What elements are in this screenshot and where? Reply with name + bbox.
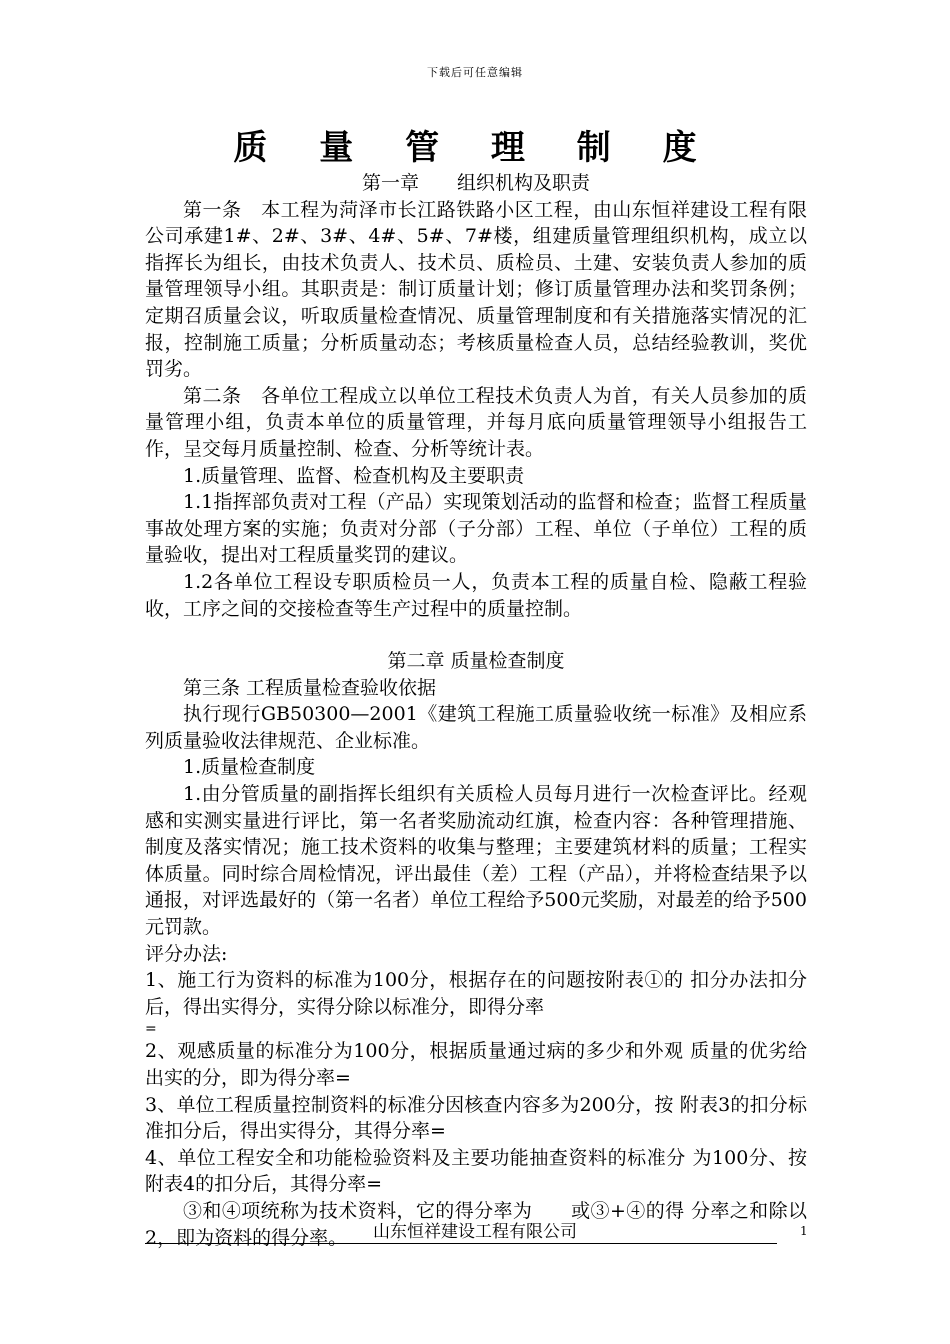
- article-2: 第二条 各单位工程成立以单位工程技术负责人为首，有关人员参加的质量管理小组，负责本单位的质量管理，并每月底向质量管理领导小组报告工作，呈交每月质量控制、检查、分析等统计表。: [145, 384, 807, 460]
- section-1-1: 1.1指挥部负责对工程（产品）实现策划活动的监督和检查；监督工程质量事故处理方案的实施；负责对分部（子分部）工程、单位（子单位）工程的质量验收，提出对工程质量奖罚的建议。: [145, 491, 807, 567]
- section-1-2: 1.2各单位工程设专职质检员一人，负责本工程的质量自检、隐蔽工程验收，工序之间的交接检查等生产过程中的质量控制。: [145, 570, 807, 620]
- chapter-1-heading: 第一章 组织机构及职责: [361, 172, 590, 194]
- section-2-heading: 1.质量检查制度: [183, 756, 316, 779]
- document-body: [145, 170, 807, 1251]
- scoring-item-4: 4、单位工程安全和功能检验资料及主要功能抽查资料的标准分 为100分、按附表4的扣分后，其得分率=: [145, 1146, 807, 1196]
- document-title: 质 量 管 理 制 度: [233, 128, 717, 168]
- scoring-item-1: 1、施工行为资料的标准为100分，根据存在的问题按附表①的 扣分办法扣分后，得出实得分，实得分除以标准分，即得分率: [145, 969, 807, 1018]
- article-1: 第一条 本工程为菏泽市长江路铁路小区工程，由山东恒祥建设工程有限公司承建1#、2#、3#、4#、5#、7#楼，组建质量管理组织机构，成立以指挥长为组长，由技术负责人、技术员、质检员、土建、安装负责人参加的质量管理领导小组。其职责是：制订质量计划；修订质量管理办法和奖罚条例；定期召质量会议，听取质量检查情况、质量管理制度和有关措施落实情况的汇报，控制施工质量；分析质量动态；考核质量检查人员，总结经验教训，奖优罚劣。: [145, 198, 807, 381]
- scoring-item-3: 3、单位工程质量控制资料的标准分因核查内容多为200分，按 附表3的扣分标准扣分后，得出实得分，其得分率=: [145, 1093, 807, 1143]
- page-number: 1: [800, 1224, 808, 1238]
- chapter-2-heading: 第二章 质量检查制度: [387, 650, 565, 673]
- article-3: 第三条 工程质量检查验收依据: [183, 676, 437, 699]
- scoring-method-heading: 评分办法:: [145, 942, 228, 965]
- scoring-item-2: 2、观感质量的标准分为100分，根据质量通过病的多少和外观 质量的优劣给出实的分，即为得分率=: [145, 1040, 807, 1089]
- header-note: 下载后可任意编辑: [427, 66, 523, 79]
- section-2-1: 1.由分管质量的副指挥长组织有关质检人员每月进行一次检查评比。经观感和实测实量进行评比，第一名者奖励流动红旗，检查内容：各种管理措施、制度及落实情况；施工技术资料的收集与整理；主要建筑材料的质量；工程实体质量。同时综合周检情况，评出最佳（差）工程（产品），并将检查结果予以通报，对评选最好的（第一名者）单位工程给予500元奖励，对最差的给予500元罚款。: [145, 783, 807, 939]
- footer-divider: [145, 1243, 777, 1244]
- scoring-item-5: ③和④项统称为技术资料，它的得分率为 或③+④的得 分率之和除以2，即为资料的得分率。: [145, 1199, 807, 1249]
- section-1-heading: 1.质量管理、监督、检查机构及主要职责: [183, 464, 525, 487]
- inspection-basis: 执行现行GB50300—2001《建筑工程施工质量验收统一标准》及相应系列质量验收法律规范、企业标准。: [145, 703, 807, 752]
- footer-company: 山东恒祥建设工程有限公司: [373, 1222, 577, 1242]
- scoring-item-1-equation: =: [145, 1021, 157, 1038]
- spacer: [145, 622, 807, 648]
